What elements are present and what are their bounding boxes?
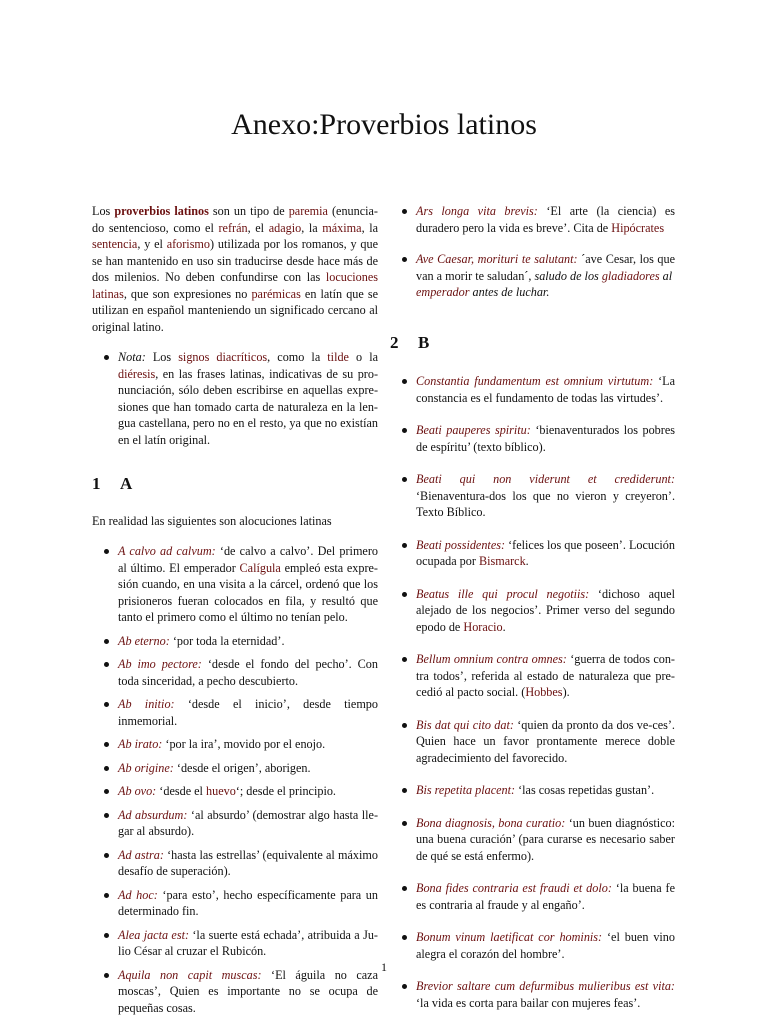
proverb-term: Ad astra: xyxy=(118,847,164,862)
proverb-link[interactable]: Calígula xyxy=(239,560,281,575)
proverb-text: ‘desde el origen’, aborigen. xyxy=(173,760,311,775)
proverb-link[interactable]: Bismarck xyxy=(478,554,526,568)
proverb-term: Alea jacta est: xyxy=(118,927,190,942)
proverb-text: ‘El arte (la ciencia) es duradero pero la vida es breve’. Cita de xyxy=(416,204,675,235)
link-dieresis[interactable]: diéresis xyxy=(118,366,156,381)
bullet-icon xyxy=(104,933,109,938)
proverb-text: ‘guerra de todos con-tra todos’, referida al estado de naturaleza que pre-cedió al pacto social. ( xyxy=(416,652,675,699)
page-number: 1 xyxy=(381,960,387,974)
proverb-text: . xyxy=(525,554,529,568)
proverb-text: ‘desde el xyxy=(156,784,206,798)
list-item xyxy=(390,815,675,865)
link-paremicas[interactable]: parémicas xyxy=(251,286,301,301)
list-item xyxy=(390,422,675,455)
bullet-icon xyxy=(104,813,109,818)
link-proverbios-latinos[interactable]: proverbios latinos xyxy=(114,204,209,218)
proverb-term: Bona diagnosis, bona curatio: xyxy=(416,815,566,830)
proverb-term: Bis dat qui cito dat: xyxy=(416,717,514,732)
bullet-icon xyxy=(104,766,109,771)
intro-text: , la xyxy=(301,220,323,235)
list-item xyxy=(92,807,378,840)
proverb-term: Ad hoc: xyxy=(118,887,158,902)
proverb-text: ‘; desde el principio. xyxy=(235,784,336,798)
link-maxima[interactable]: máxima xyxy=(322,220,362,235)
proverb-text: ‘bienaventurados los pobres de espíritu’ (texto bíblico). xyxy=(416,423,675,454)
link-paremia[interactable]: paremia xyxy=(288,204,328,218)
link-tilde[interactable]: tilde xyxy=(327,350,349,364)
bullet-icon xyxy=(402,788,407,793)
proverb-term: Ab irato: xyxy=(118,737,163,751)
proverb-text: ). xyxy=(562,685,570,699)
intro-text: Los xyxy=(92,204,115,218)
bullet-icon xyxy=(402,209,407,214)
section-heading-a xyxy=(92,476,378,493)
proverb-text: ‘para esto’, hecho específicamente para un determinado fin. xyxy=(118,887,378,918)
right-column xyxy=(390,203,675,1011)
proverb-term: Ab imo pectore: xyxy=(118,657,202,671)
list-item xyxy=(390,978,675,1011)
bullet-icon xyxy=(104,639,109,644)
bullet-icon xyxy=(104,702,109,707)
note-item xyxy=(92,349,378,448)
bullet-icon xyxy=(402,886,407,891)
proverb-term: Beati qui non viderunt et crediderunt: xyxy=(416,472,675,486)
intro-text: son un tipo de xyxy=(208,204,289,218)
proverb-italic: antes de luchar. xyxy=(469,285,550,299)
list-item xyxy=(390,373,675,406)
proverb-term: Ad absurdum: xyxy=(118,807,188,822)
proverb-term: Brevior saltare cum defurmibus mulieribus est vita: xyxy=(416,979,675,993)
proverb-text: ‘de calvo a calvo’. Del primero al último. El emperador xyxy=(118,544,378,575)
section-heading-b xyxy=(390,332,675,352)
note-text: , en las frases latinas, indicativas de su pro-nunciación, sólo deben escribirse en aquellas expre-siones que han tomado carta de naturaleza en la len-gua castellana, pero no en el resto, ya que no existían en el latín original. xyxy=(118,366,378,447)
list-item xyxy=(390,929,675,962)
list-item xyxy=(390,251,675,301)
bullet-icon xyxy=(104,355,109,360)
proverb-text: ‘al absurdo’ (demostrar algo hasta lle-gar al absurdo). xyxy=(118,807,379,838)
note-text: , como la xyxy=(267,350,328,364)
proverb-text: ‘un buen diagnóstico: una buena curación’ (para curarse es necesario saber de qué se está enfermo). xyxy=(416,815,675,863)
proverb-term: Bellum omnium contra omnes: xyxy=(416,652,567,666)
page-title: Anexo:Proverbios latinos xyxy=(231,108,537,141)
bullet-icon xyxy=(104,549,109,554)
proverb-text: ‘dichoso aquel alejado de los negocios’. Primer verso del segundo epodo de xyxy=(416,586,675,634)
bullet-icon xyxy=(104,789,109,794)
section-title: B xyxy=(418,332,430,352)
bullet-icon xyxy=(104,853,109,858)
proverb-text: ‘la buena fe es contraria al fraude y al engaño’. xyxy=(416,881,675,912)
section-number: 1 xyxy=(92,474,101,493)
proverb-list-b xyxy=(390,373,675,1011)
proverb-text: ‘quien da pronto da dos ve-ces’. Quien hace un favor prontamente merece doble agradecimiento del favorecido. xyxy=(416,717,675,765)
intro-text: , y el xyxy=(137,237,167,251)
bullet-icon xyxy=(104,893,109,898)
proverb-text: ‘la suerte está echada’, atribuida a Ju-lio César al cruzar el Rubicón. xyxy=(118,927,378,958)
list-item xyxy=(92,656,378,689)
list-item xyxy=(92,927,378,960)
left-column xyxy=(92,203,378,1016)
proverb-term: Ars longa vita brevis: xyxy=(416,204,538,218)
bullet-icon xyxy=(402,821,407,826)
link-gladiadores[interactable]: gladiadores xyxy=(601,268,660,283)
proverb-text: ‘por toda la eternidad’. xyxy=(169,633,285,648)
proverb-text: ‘la vida es corta para bailar con mujeres feas’. xyxy=(416,995,641,1010)
bullet-icon xyxy=(104,742,109,747)
proverb-term: Bonum vinum laetificat cor hominis: xyxy=(416,930,603,944)
proverb-term: A calvo ad calvum: xyxy=(118,544,216,558)
proverb-term: Ab eterno: xyxy=(118,633,170,648)
list-item xyxy=(390,471,675,521)
list-item xyxy=(390,651,675,701)
link-adagio[interactable]: adagio xyxy=(268,220,302,235)
bullet-icon xyxy=(402,984,407,989)
section-number: 2 xyxy=(390,332,399,352)
proverb-italic: al xyxy=(659,268,673,283)
bullet-icon xyxy=(402,935,407,940)
list-item xyxy=(390,586,675,636)
list-item xyxy=(92,760,378,777)
proverb-text: ‘el buen vino alegra el corazón del hombre’. xyxy=(416,930,675,961)
link-sentencia[interactable]: sentencia xyxy=(92,237,138,251)
proverb-term: Ab origine: xyxy=(118,760,174,775)
proverb-text: . xyxy=(502,619,506,634)
bullet-icon xyxy=(402,477,407,482)
link-signos-diacriticos[interactable]: signos diacríticos xyxy=(178,350,268,364)
proverb-text: ‘desde el inicio’, desde tiempo inmemorial. xyxy=(118,697,378,728)
proverb-term: Bona fides contraria est fraudi et dolo: xyxy=(416,881,612,895)
proverb-text: ‘por la ira’, movido por el enojo. xyxy=(162,737,326,751)
proverb-text: ‘hasta las estrellas’ (equivalente al máximo desafío de superación). xyxy=(118,847,378,878)
note-text: Los xyxy=(145,350,179,364)
proverb-list-a xyxy=(92,543,378,1016)
link-refran[interactable]: refrán xyxy=(218,220,248,235)
proverb-term: Ave Caesar, morituri te salutant: xyxy=(416,252,578,266)
bullet-icon xyxy=(104,662,109,667)
proverb-text: ‘felices los que poseen’. Locución ocupada por xyxy=(416,537,675,568)
bullet-icon xyxy=(402,657,407,662)
proverb-term: Ab initio: xyxy=(118,697,175,711)
list-item xyxy=(92,633,378,650)
list-item xyxy=(92,887,378,920)
bullet-icon xyxy=(402,543,407,548)
proverb-term: Ab ovo: xyxy=(118,784,157,798)
proverb-term: Aquila non capit muscas: xyxy=(118,967,262,982)
proverb-term: Beati possidentes: xyxy=(416,537,506,552)
proverb-text: ‘Bienaventura-dos los que no vieron y creyeron’. Texto Bíblico. xyxy=(416,488,675,519)
proverb-text: ‘desde el fondo del pecho’. Con toda sinceridad, a pecho descubierto. xyxy=(118,657,378,688)
bullet-icon xyxy=(402,723,407,728)
proverb-term: Beatus ille qui procul negotiis: xyxy=(416,586,590,601)
list-item xyxy=(92,736,378,753)
proverb-link[interactable]: huevo xyxy=(206,784,236,798)
proverb-list-a-continued xyxy=(390,203,675,301)
intro-text: , el xyxy=(247,220,269,235)
intro-text: ) utilizada por los romanos, y que se han mantenido en uso sin traducirse desde hace más de dos milenios. No deben confundirse con las xyxy=(92,237,379,284)
section-a-intro: En realidad las siguientes son alocuciones latinas xyxy=(92,513,332,528)
proverb-text: ‘La constancia es el fundamento de todas las virtudes’. xyxy=(416,374,675,405)
proverb-link[interactable]: Hobbes xyxy=(525,685,563,699)
note-label: Nota: xyxy=(118,350,146,364)
list-item xyxy=(92,783,378,800)
proverb-link[interactable]: Horacio xyxy=(463,619,503,634)
link-emperador[interactable]: emperador xyxy=(416,285,470,299)
proverb-text: empleó esta expre-sión cuando, en una visita a la cárcel, ordenó que los prisioneros fueran colocados en fila, y resultó que tanto el primero como el último no tenían pelo. xyxy=(118,560,378,624)
bullet-icon xyxy=(402,257,407,262)
proverb-text: ´ave Cesar, los que van a morir te saludan´, xyxy=(416,252,675,283)
proverb-term: Constantia fundamentum est omnium virtutum: xyxy=(416,374,654,388)
note-text: o la xyxy=(348,350,378,364)
link-hipocrates[interactable]: Hipócrates xyxy=(611,220,665,235)
proverb-italic: saludo de los xyxy=(534,268,602,283)
intro-text: , que son expresiones no xyxy=(123,286,252,301)
proverb-text: ‘El águila no caza moscas’, Quien es importante no se ocupa de pequeñas cosas. xyxy=(118,967,379,1015)
list-item xyxy=(390,203,675,236)
intro-paragraph xyxy=(92,203,378,335)
link-locuciones-latinas[interactable]: locuciones latinas xyxy=(92,270,378,301)
link-aforismo[interactable]: aforismo xyxy=(166,237,211,251)
intro-text: en latín que se utilizan en español manteniendo un significado cercano al original latino. xyxy=(92,286,379,334)
list-item xyxy=(92,543,378,626)
list-item xyxy=(390,717,675,767)
bullet-icon xyxy=(402,428,407,433)
bullet-icon xyxy=(402,379,407,384)
list-item xyxy=(390,880,675,913)
proverb-term: Beati pauperes spiritu: xyxy=(416,423,531,437)
list-item xyxy=(390,537,675,570)
list-item xyxy=(92,696,378,729)
proverb-text: ‘las cosas repetidas gustan’. xyxy=(515,783,655,797)
list-item xyxy=(390,782,675,799)
list-item xyxy=(92,847,378,880)
intro-text: (enuncia-do sentencioso, como el xyxy=(92,204,378,235)
note-list xyxy=(92,349,378,448)
intro-text: , la xyxy=(361,220,379,235)
section-title: A xyxy=(120,474,133,493)
proverb-term: Bis repetita placent: xyxy=(416,783,516,797)
bullet-icon xyxy=(402,592,407,597)
